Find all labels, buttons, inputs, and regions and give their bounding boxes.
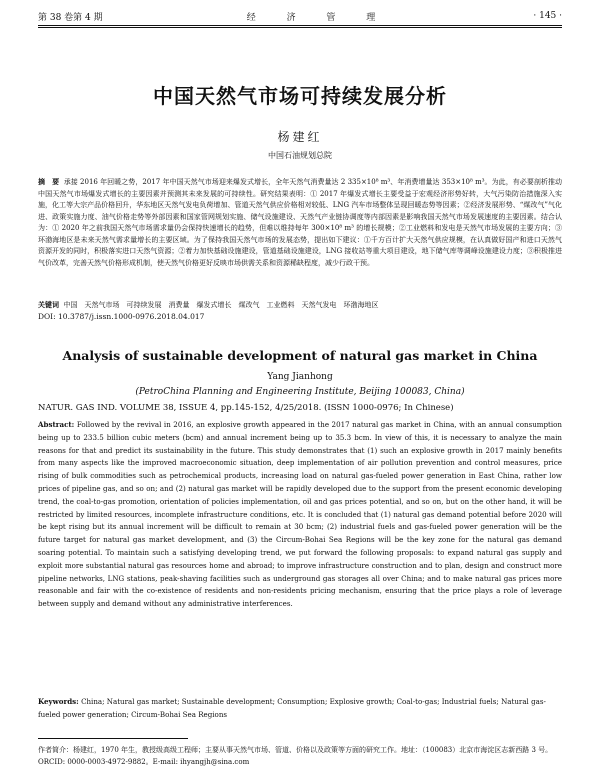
abstract-label-english: Abstract: — [38, 420, 75, 429]
keywords-english — [38, 696, 562, 722]
abstract-english — [38, 419, 562, 611]
abstract-text-english: Followed by the revival in 2016, an explosive growth appeared in the 2017 natural gas market in China, with an annual consumption being up to 233.5 billion cubic meters (bcm) and annual increment being up to 35.3 bcm. In view of this, it is necessary to analyze the main reasons for that and predict its sustainability in the future. This study demonstrates that (1) such an explosive growth in 2017 mainly benefits from many aspects like the improved macroeconomic situation, deep implementation of air pollution prevention and control measures, price rising of bulk commodities such as petrochemical products, increasing load on natural gas-fueled power generation in East China, rather low prices of pipeline gas, and so on; and (2) natural gas market will be rapidly developed due to the support from the present economic developing trend, the coal-to-gas promotion, orientation of policies implementation, oil and gas prices potential, and so on, but on the other hand, it will be restricted by limited resources, incomplete infrastructure conditions, etc. It is concluded that (1) natural gas demand potential before 2020 will be kept rising but its annual increment will be difficult to remain at 30 bcm; (2) industrial fuels and gas-fueled power generation will be the future target for natural gas market development, and (3) the Circum-Bohai Sea Regions will be the key zone for the natural gas demand soaring potential. To maintain such a satisfying developing trend, we put forward the following proposals: to expand natural gas supply and exploit more substantial natural gas resources home and abroad; to improve infrastructure construction and to plan, design and construct more pipeline networks, LNG stations, peak-shaving facilities such as underground gas storages all over China; and to make natural gas prices more reasonable and fair with the co-existence of residents and non-residents pricing mechanism, ensuring that the price plays a role of leverage between supply and demand without any administrative interferences. — [38, 420, 563, 609]
keywords-label-chinese: 关键词 — [38, 300, 59, 309]
affiliation-chinese: 中国石油规划总院 — [268, 151, 332, 160]
title-chinese: 中国天然气市场可持续发展分析 — [153, 84, 447, 108]
title-english: Analysis of sustainable development of natural gas market in China — [62, 348, 538, 363]
keywords-label-english: Keywords: — [38, 697, 79, 706]
keywords-text-english: China; Natural gas market; Sustainable development; Consumption; Explosive growth; Coal-to-gas; Industrial fuels; Natural gas-fueled power generation; Circum-Bohai Sea Regions — [38, 697, 546, 719]
abstract-label-chinese: 摘 要 — [38, 177, 60, 186]
page-number: · 145 · — [533, 11, 562, 21]
abstract-chinese — [38, 176, 562, 269]
doi: DOI: 10.3787/j.issn.1000-0976.2018.04.017 — [38, 312, 205, 321]
journal-section: 经 济 管 理 — [246, 12, 390, 23]
keywords-text-chinese: 中国 天然气市场 可持续发展 消费量 爆发式增长 煤改气 工业燃料 天然气发电 环渤海地区 — [63, 301, 379, 309]
keywords-chinese — [38, 299, 562, 312]
footnote-rule — [38, 738, 188, 739]
running-header — [38, 8, 562, 24]
citation-line: NATUR. GAS IND. VOLUME 38, ISSUE 4, pp.145-152, 4/25/2018. (ISSN 1000-0976; In Chinese) — [38, 403, 454, 413]
author-english: Yang Jianhong — [267, 372, 333, 382]
affiliation-english: (PetroChina Planning and Engineering Institute, Beijing 100083, China) — [135, 387, 465, 397]
journal-volume: 第 38 卷第 4 期 — [38, 12, 103, 23]
abstract-text-chinese: 承接 2016 年回暖之势，2017 年中国天然气市场迎来爆发式增长，全年天然气消费量达 2 335×10⁸ m³、年消费增量达 353×10⁸ m³。为此，有必要剖析推动中国天然气市场爆发式增长的主要因素并预测其未来发展的可持续性。研究结果表明：① 2017 年爆发式增长主要受益于宏观经济形势好转，大气污染防治措施深入实施，化工等大宗产品价格回升，华东地区天然气发电负荷增加、管道天然气供应价格相对较低、LNG 汽车市场整体呈现回暖态势等因素；②经济发展形势、“煤改气”气化进、政策实施力度、油气价格走势等外部因素和国家管网规划实施、储气设施建设、天然气产业链协调度等内部因素是影响我国天然气市场发展速度的主要因素。结合认为：① 2020 年之前我国天然气市场需求量仍会保持快速增长的趋势，但难以维持每年 300×10⁸ m³ 的增长规模；②工业燃料和发电是天然气市场发展的主要方向；③环渤海地区是未来天然气需求量增长的主要区域。为了保持我国天然气市场的发展态势，提出如下建议：①千方百计扩大天然气供应规模，在认真做好国产和进口天然气资源开发的同时，积极落实进口天然气资源；②着力加快基础设施建设，管道基础设施建设，LNG 接收站等重大项目建设，地下储气库等调峰设施建设力度；③积极推进气价改革，完善天然气价格形成机制，使天然气价格更好反映市场供需关系和资源稀缺程度，减少行政干预。 — [38, 178, 563, 267]
header-rule-top — [38, 25, 562, 26]
author-chinese: 杨建红 — [277, 130, 323, 144]
header-rule-bottom — [38, 27, 562, 28]
author-footnote: 作者简介：杨建红，1970 年生，教授级高级工程师；主要从事天然气市场、管道、价格以及政策等方面的研究工作。地址：（100083）北京市海淀区志新西路 3 号。ORCID: 0000-0003-4972-9882。E-mail: ihyangjh@sina.com — [38, 746, 553, 766]
